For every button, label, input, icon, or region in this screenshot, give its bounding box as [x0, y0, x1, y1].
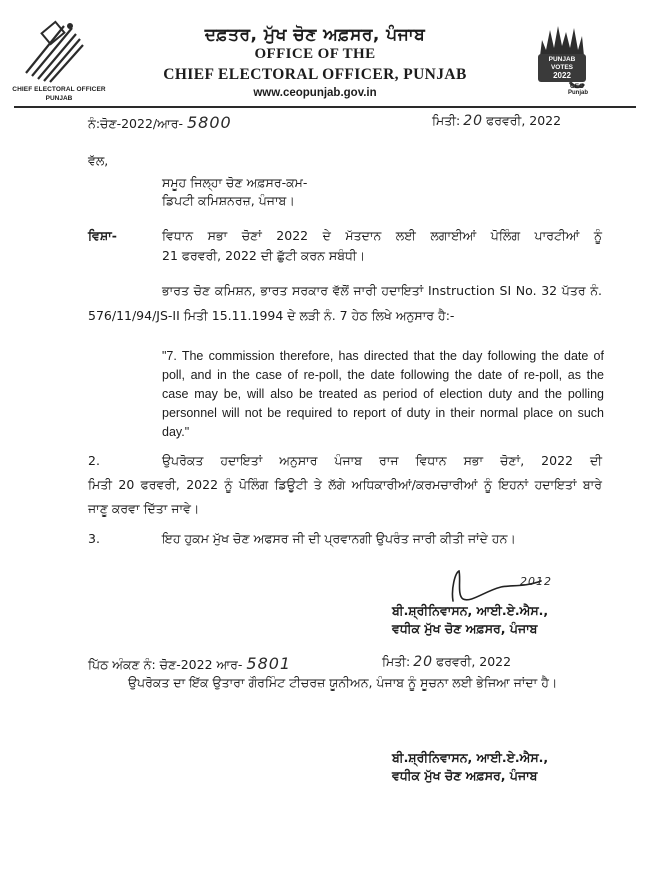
quote-line5: day." — [162, 425, 190, 439]
endorsement-date-suffix: ਫਰਵਰੀ, 2022 — [436, 654, 512, 669]
quote-line2: poll, and in the case of re-poll, the date following the date of re-poll, as the — [162, 368, 604, 382]
subject-line2: 21 ਫਰਵਰੀ, 2022 ਦੀ ਛੁੱਟੀ ਕਰਨ ਸਬੰਧੀ। — [162, 248, 366, 263]
endorsement-date-prefix: ਮਿਤੀ: — [382, 654, 411, 669]
logo-caption-line1: CHIEF ELECTORAL OFFICER — [12, 86, 106, 93]
reference-prefix: ਨੰ:ਚੋਣ-2022/ਆਰ- — [88, 116, 183, 131]
recipient-line2: ਡਿਪਟੀ ਕਮਿਸ਼ਨਰਜ਼, ਪੰਜਾਬ। — [162, 193, 295, 208]
para3-number: 3. — [88, 531, 100, 546]
logo-right-line3: 2022 — [553, 71, 571, 80]
office-title-en-line1: OFFICE OF THE — [254, 46, 376, 62]
letter-date — [432, 111, 632, 133]
date-handwritten-day: 20 — [463, 113, 484, 129]
subject-line1: ਵਿਧਾਨ ਸਭਾ ਚੋਣਾਂ 2022 ਦੇ ਮੱਤਦਾਨ ਲਈ ਲਗਾਈਆਂ ਪੋਲਿੰਗ ਪਾਰਟੀਆਂ ਨੂੰ — [162, 228, 602, 243]
endorsement-ref-prefix: ਪਿੱਠ ਅੰਕਣ ਨੰ: ਚੋਣ-2022 ਆਰ- — [88, 657, 243, 672]
logo-right-line2: VOTES — [550, 64, 574, 71]
logo-right-line5: Punjab — [568, 90, 589, 96]
endorsement-signatory-name: ਬੀ.ਸ਼੍ਰੀਨਿਵਾਸਨ, ਆਈ.ਏ.ਐਸ., — [392, 750, 549, 765]
logo-right-line1: PUNJAB — [548, 56, 576, 63]
endorsement-handwritten-day: 20 — [413, 654, 434, 670]
endorsement-date — [382, 652, 582, 674]
logo-caption-line2: PUNJAB — [45, 95, 73, 102]
recipient-line1: ਸਮੂਹ ਜਿਲ੍ਹਾ ਚੋਣ ਅਫ਼ਸਰ-ਕਮ- — [162, 175, 308, 190]
endorsement-handwritten-number: 5801 — [246, 654, 292, 673]
reference-number — [88, 111, 348, 136]
para2-line3: ਜਾਣੂ ਕਰਵਾ ਦਿੱਤਾ ਜਾਵੇ। — [88, 501, 200, 516]
quote-line4: personnel will not be required to report of duty in their normal place on such — [162, 406, 604, 420]
quote-line1: "7. The commission therefore, has directed that the day following the date of — [162, 349, 604, 363]
to-label: ਵੱਲ, — [88, 153, 109, 168]
date-suffix: ਫਰਵਰੀ, 2022 — [486, 113, 562, 128]
endorsement-signatory-title: ਵਧੀਕ ਮੁੱਖ ਚੋਣ ਅਫ਼ਸਰ, ਪੰਜਾਬ — [392, 768, 538, 783]
signatory-name: ਬੀ.ਸ਼੍ਰੀਨਿਵਾਸਨ, ਆਈ.ਏ.ਐਸ., — [392, 603, 549, 618]
date-prefix: ਮਿਤੀ: — [432, 113, 461, 128]
logo-right-line4: CEO — [570, 83, 585, 90]
signatory-title: ਵਧੀਕ ਮੁੱਖ ਚੋਣ ਅਫ਼ਸਰ, ਪੰਜਾਬ — [392, 621, 538, 636]
para2-line1: ਉਪਰੋਕਤ ਹਦਾਇਤਾਂ ਅਨੁਸਾਰ ਪੰਜਾਬ ਰਾਜ ਵਿਧਾਨ ਸਭਾ ਚੋਣਾਂ, 2022 ਦੀ — [162, 453, 602, 468]
ballot-stripes-icon — [14, 18, 104, 88]
office-title-en-line2: CHIEF ELECTORAL OFFICER, PUNJAB — [163, 66, 467, 83]
reference-handwritten-number: 5800 — [186, 113, 232, 132]
office-title-punjabi: ਦਫ਼ਤਰ, ਮੁੱਖ ਚੋਣ ਅਫ਼ਸਰ, ਪੰਜਾਬ — [204, 25, 426, 45]
endorsement-body: ਉਪਰੋਕਤ ਦਾ ਇੱਕ ਉਤਾਰਾ ਗੌਰਮਿੰਟ ਟੀਚਰਜ਼ ਯੂਨੀਅਨ, ਪੰਜਾਬ ਨੂੰ ਸੂਚਨਾ ਲਈ ਭੇਜਿਆ ਜਾਂਦਾ ਹੈ। — [128, 675, 558, 690]
ceo-logo — [14, 18, 104, 104]
subject-label: ਵਿਸ਼ਾ- — [88, 228, 117, 243]
para1-line1: ਭਾਰਤ ਚੋਣ ਕਮਿਸ਼ਨ, ਭਾਰਤ ਸਰਕਾਰ ਵੱਲੋਂ ਜਾਰੀ ਹਦਾਇਤਾਂ Instruction SI No. 32 ਪੱਤਰ ਨੰ. — [162, 283, 602, 298]
para1-line2: 576/11/94/JS-II ਮਿਤੀ 15.11.1994 ਦੇ ਲੜੀ ਨੰ. 7 ਹੇਠ ਲਿਖੇ ਅਨੁਸਾਰ ਹੈ:- — [88, 308, 455, 323]
para2-line2: ਮਿਤੀ 20 ਫਰਵਰੀ, 2022 ਨੂੰ ਪੋਲਿੰਗ ਡਿਊਟੀ ਤੇ ਲੱਗੇ ਅਧਿਕਾਰੀਆਂ/ਕਰਮਚਾਰੀਆਂ ਨੂੰ ਇਹਨਾਂ ਹਦਾਇਤਾਂ ਬਾਰੇ — [88, 477, 602, 492]
quote-line3: case may be, will also be treated as period of election duty and the polling — [162, 387, 604, 401]
website: www.ceopunjab.gov.in — [253, 87, 377, 99]
punjab-votes-logo — [530, 22, 594, 100]
signature-scrawl: 2012 — [520, 575, 552, 588]
header-divider — [14, 106, 636, 108]
para3-line1: ਇਹ ਹੁਕਮ ਮੁੱਖ ਚੋਣ ਅਫਸਰ ਜੀ ਦੀ ਪ੍ਰਵਾਨਗੀ ਉਪਰੰਤ ਜਾਰੀ ਕੀਤੀ ਜਾਂਦੇ ਹਨ। — [162, 531, 516, 546]
para2-number: 2. — [88, 453, 100, 468]
